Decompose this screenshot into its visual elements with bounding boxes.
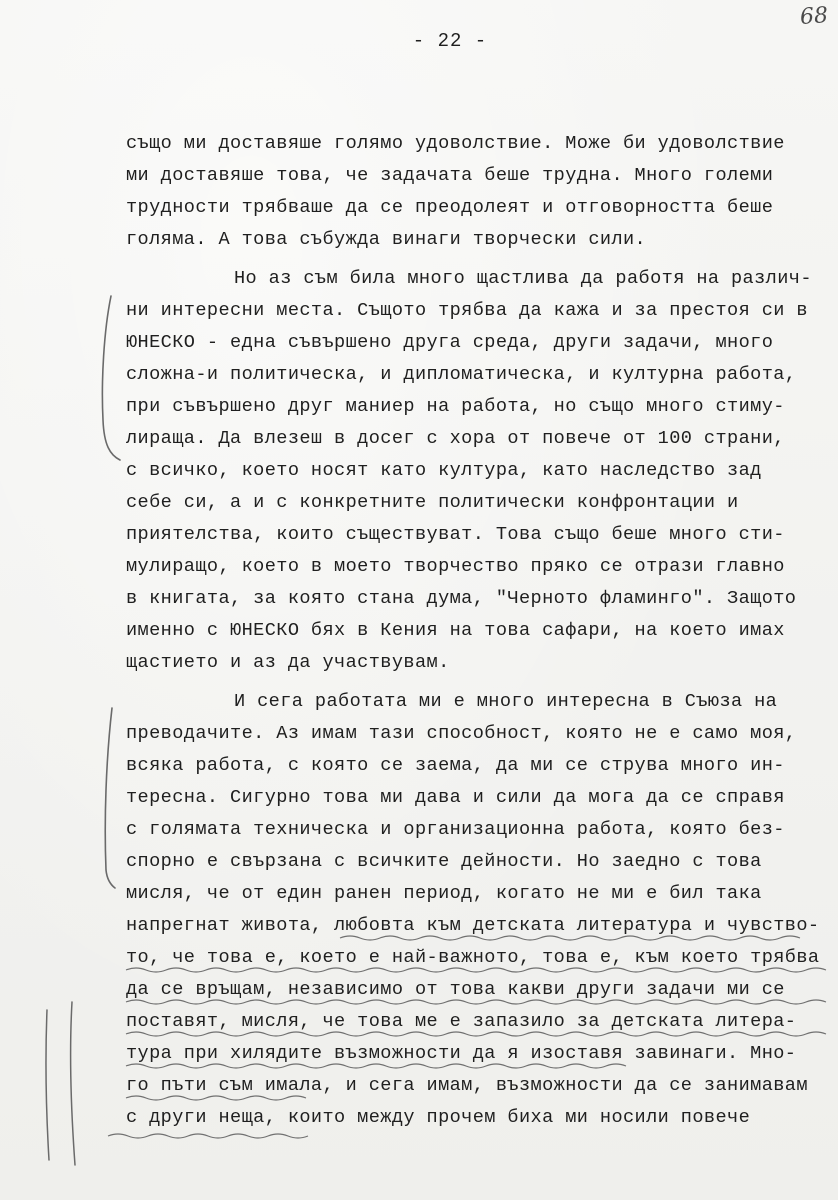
text-line: сложна-и политическа, и дипломатическа, и културна работа, [126,364,797,385]
text-line: голяма. А това събужда винаги творчески сили. [126,229,647,250]
margin-bracket-mark [102,296,120,460]
text-line: лираща. Да влезеш в досег с хора от повече от 100 страни, [126,428,785,449]
text-line: ни интересни места. Същото трябва да кажа и за престоя си в [126,300,808,321]
text-line: да се връщам, независимо от това какви други задачи ми се [126,979,785,1000]
page-number: - 22 - [412,30,488,52]
text-line: го пъти съм имала, и сега имам, възможности да се занимавам [126,1075,808,1096]
handwritten-folio-number: 68 [799,3,829,30]
text-line: ЮНЕСКО - една съвършено друга среда, други задачи, много [126,332,774,353]
text-line: мулиращо, което в моето творчество пряко се отрази главно [126,556,785,577]
text-line: мисля, че от един ранен период, когато не ми е бил така [126,883,762,904]
text-line: спорно е свързана с всичките дейности. Но заедно с това [126,851,762,872]
text-line: преводачите. Аз имам тази способност, която не е само моя, [126,723,797,744]
text-line: поставят, мисля, че това ме е запазило за детската литера- [126,1011,797,1032]
text-line: в книгата, за която стана дума, "Черното фламинго". Защото [126,588,797,609]
text-line: то, че това е, което е най-важното, това е, към което трябва [126,947,820,968]
text-line: трудности трябваше да се преодолеят и отговорността беше [126,197,774,218]
text-line: себе си, а и с конкретните политически конфронтации и [126,492,739,513]
text-line: ми доставяше това, че задачата беше трудна. Много големи [126,165,774,186]
text-line: също ми доставяше голямо удоволствие. Може би удоволствие [126,133,785,154]
text-line: с голямата техническа и организационна работа, която без- [126,819,785,840]
margin-bracket-mark [105,708,115,888]
text-line: напрегнат живота, любовта към детската литература и чувство- [126,915,820,936]
text-line: всяка работа, с която се заема, да ми се струва много ин- [126,755,785,776]
text-line: при съвършено друг маниер на работа, но също много стиму- [126,396,785,417]
text-line: приятелства, които съществуват. Това също беше много сти- [126,524,785,545]
text-line: щастието и аз да участвувам. [126,652,450,673]
paragraph-first-line: И сега работата ми е много интересна в Съюза на [234,691,778,712]
text-line: тура при хилядите възможности да я изоставя завинаги. Мно- [126,1043,797,1064]
paragraph-first-line: Но аз съм била много щастлива да работя на различ- [234,268,812,289]
text-line: тересна. Сигурно това ми дава и сили да мога да се справя [126,787,785,808]
margin-line-mark [46,1010,49,1160]
text-line: именно с ЮНЕСКО бях в Кения на това сафари, на което имах [126,620,785,641]
text-line: с всичко, което носят като култура, като наследство зад [126,460,762,481]
text-line: с други неща, които между прочем биха ми носили повече [126,1107,751,1128]
margin-line-mark [71,1002,75,1165]
